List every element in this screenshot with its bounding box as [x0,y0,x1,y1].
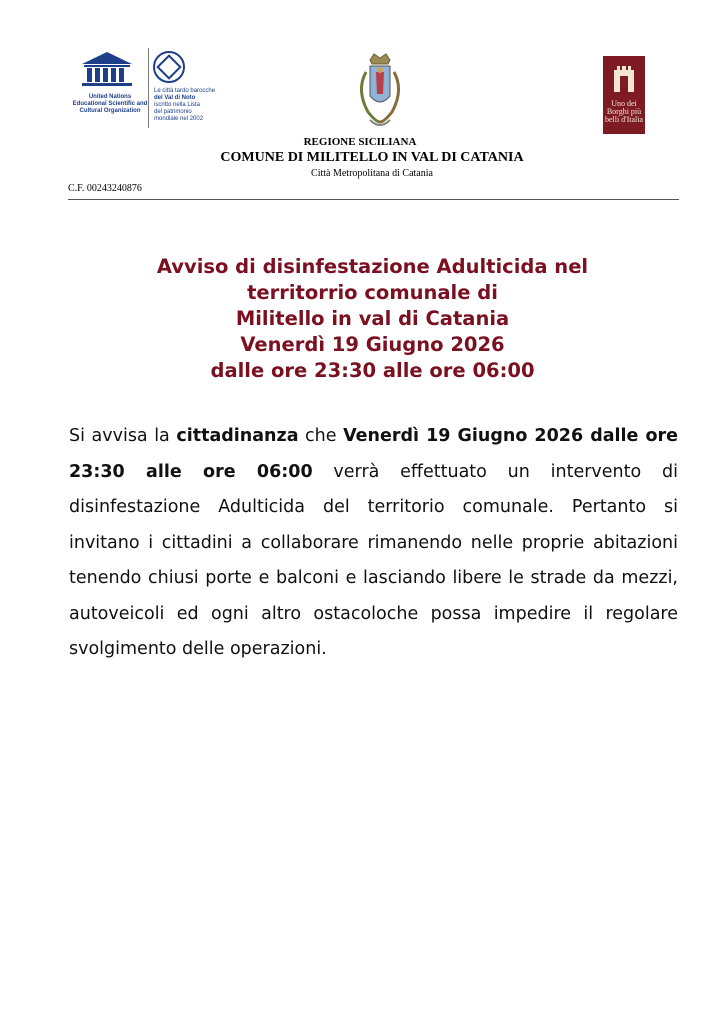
title-line-1: Avviso di disinfestazione Adulticida nel [156,255,589,278]
date-time-emphasis: Venerdì 19 Giugno 2026 dalle ore 23:30 alle ore 06:00 [69,426,679,482]
world-heritage-icon [152,50,186,84]
title-line-3: Militello in val di Catania [235,307,510,330]
comune-name: COMUNE DI MILITELLO IN VAL DI CATANIA [220,150,524,165]
title-line-5: dalle ore 23:30 alle ore 06:00 [210,359,535,382]
metro-name: Città Metropolitana di Catania [311,168,433,179]
unesco-emblem [68,50,146,126]
tax-code: C.F. 00243240876 [68,183,142,194]
region-name: REGIONE SICILIANA [303,136,417,148]
unesco-org-name: United Nations Educational Scientific and Cultural Organization [72,94,148,114]
logo-divider [148,48,149,128]
borghi-text: Uno dei Borghi più belli d'Italia [604,99,644,124]
notice-title [0,254,720,384]
citizens-emphasis: cittadinanza [176,426,299,446]
temple-icon [68,50,146,90]
municipal-crest-icon [350,50,410,134]
header-rule [68,199,679,200]
world-heritage-emblem [152,50,222,126]
title-line-2: territorrio comunale di [247,281,498,304]
title-line-4: Venerdì 19 Giugno 2026 [240,333,505,356]
borghi-logo [603,56,645,134]
castle-icon [603,56,645,96]
notice-body: Si avvisa la cittadinanza che Venerdì 19 Giugno 2026 dalle ore 23:30 alle ore 06:00 verrà effettuato un intervento di disinfestazione Adulticida del territorio comunale. Pertanto si invitano i cittadini a collaborare rimanendo nelle proprie abitazioni tenendo chiusi porte e balconi e lasciando libere le strade da mezzi, autoveicoli ed ogni altro ostacoloche possa impedire il regolare svolgimento delle operazioni. [69,426,679,659]
world-heritage-text: Le città tardo barocche del Val di Noto iscritto nella Lista del patrimonio mondiale nel 2002 [154,88,216,122]
unesco-logo [68,44,220,130]
